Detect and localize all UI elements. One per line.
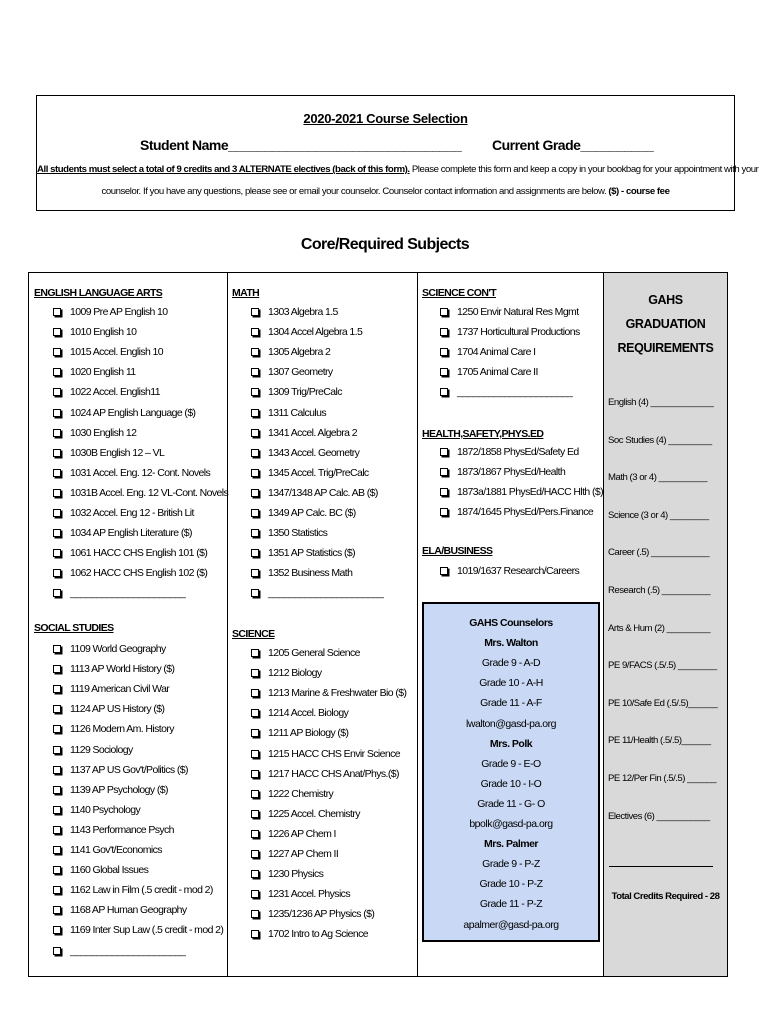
graduation-title-line-2: GRADUATION xyxy=(625,317,706,331)
course-item[interactable] xyxy=(251,366,333,386)
checkbox-icon[interactable] xyxy=(53,549,61,557)
course-item[interactable] xyxy=(440,326,580,346)
course-item[interactable] xyxy=(440,486,603,506)
checkbox-icon[interactable] xyxy=(53,529,61,537)
checkbox-icon[interactable] xyxy=(251,388,259,396)
checkbox-icon[interactable] xyxy=(251,790,259,798)
course-item[interactable] xyxy=(53,663,174,683)
instructions-line-2 xyxy=(37,186,734,197)
course-item[interactable] xyxy=(53,467,210,487)
course-label: 1168 AP Human Geography xyxy=(70,904,187,917)
checkbox-icon[interactable] xyxy=(53,645,61,653)
course-label: 1160 Global Issues xyxy=(70,864,149,877)
course-label: 1213 Marine & Freshwater Bio ($) xyxy=(268,687,407,700)
checkbox-icon[interactable] xyxy=(53,725,61,733)
checkbox-icon[interactable] xyxy=(251,589,259,597)
course-item[interactable] xyxy=(251,908,374,928)
counselor-name: Mrs. Palmer xyxy=(483,838,539,851)
course-item[interactable] xyxy=(53,366,136,386)
course-selection-header xyxy=(36,95,759,211)
course-label: 1126 Modern Am. History xyxy=(70,723,174,736)
grade-assignment: Grade 10 - A-H xyxy=(479,677,543,690)
current-grade-field[interactable]: Current Grade__________ xyxy=(492,137,654,153)
course-item[interactable] xyxy=(440,346,536,366)
course-item[interactable] xyxy=(53,547,207,567)
graduation-title-line-1: GAHS xyxy=(648,293,683,307)
checkbox-icon[interactable] xyxy=(251,569,259,577)
course-label: 1169 Inter Sup Law (.5 credit - mod 2) xyxy=(70,924,224,937)
checkbox-icon[interactable] xyxy=(53,388,61,396)
checkbox-icon[interactable] xyxy=(53,766,61,774)
course-item[interactable] xyxy=(53,864,148,884)
checkbox-icon[interactable] xyxy=(53,469,61,477)
course-item[interactable] xyxy=(251,427,357,447)
course-label: 1015 Accel. English 10 xyxy=(70,346,164,359)
section-heading-english: ENGLISH LANGUAGE ARTS xyxy=(34,287,163,299)
course-label: 1231 Accel. Physics xyxy=(268,888,350,901)
section-heading-ela-business: ELA/BUSINESS xyxy=(422,545,493,557)
course-item[interactable] xyxy=(53,527,192,547)
course-label: 1226 AP Chem I xyxy=(268,827,336,840)
section-heading-science: SCIENCE xyxy=(232,628,275,640)
course-label: 1351 AP Statistics ($) xyxy=(268,547,355,560)
instructions-line-2-text: counselor. If you have any questions, please see or email your counselor. Counselor contact information and assignments are below. xyxy=(101,186,609,197)
course-label: ______________________ xyxy=(70,944,186,957)
checkbox-icon[interactable] xyxy=(53,906,61,914)
course-item[interactable] xyxy=(53,407,195,427)
checkbox-icon[interactable] xyxy=(251,469,259,477)
course-item[interactable] xyxy=(251,928,368,948)
course-label: 1214 Accel. Biology xyxy=(268,707,349,720)
checkbox-icon[interactable] xyxy=(251,770,259,778)
grade-assignment: Grade 11 - P-Z xyxy=(479,898,543,911)
graduation-title-line-3: REQUIREMENTS xyxy=(617,341,714,355)
requirement-line[interactable]: Electives (6) ___________ xyxy=(608,810,710,822)
checkbox-icon[interactable] xyxy=(53,489,61,497)
course-item[interactable] xyxy=(53,804,140,824)
checkbox-icon[interactable] xyxy=(53,947,61,955)
checkbox-icon[interactable] xyxy=(440,468,448,476)
course-item[interactable] xyxy=(440,306,579,326)
course-item[interactable] xyxy=(53,427,136,447)
course-label: 1227 AP Chem II xyxy=(268,848,339,860)
checkbox-icon[interactable] xyxy=(53,569,61,577)
checkbox-icon[interactable] xyxy=(53,826,61,834)
student-name-field[interactable]: Student Name________________________________ xyxy=(140,137,462,153)
course-label: 1113 AP World History ($) xyxy=(70,663,175,676)
course-label: 1141 Gov't/Economics xyxy=(70,844,162,856)
checkbox-icon[interactable] xyxy=(440,348,448,356)
course-label: 1235/1236 AP Physics ($) xyxy=(268,908,375,921)
checkbox-icon[interactable] xyxy=(251,930,259,938)
checkbox-icon[interactable] xyxy=(251,910,259,918)
course-item[interactable] xyxy=(53,703,164,723)
course-item[interactable] xyxy=(251,386,342,406)
checkbox-icon[interactable] xyxy=(251,368,259,376)
requirement-line[interactable]: Science (3 or 4) ________ xyxy=(608,509,709,521)
checkbox-icon[interactable] xyxy=(251,729,259,737)
checkbox-icon[interactable] xyxy=(53,685,61,693)
checkbox-icon[interactable] xyxy=(53,449,61,457)
checkbox-icon[interactable] xyxy=(53,665,61,673)
course-item[interactable] xyxy=(251,888,350,908)
graduation-title xyxy=(604,288,727,360)
course-item[interactable] xyxy=(251,567,352,587)
checkbox-icon[interactable] xyxy=(53,886,61,894)
course-label: 1030 English 12 xyxy=(70,426,137,439)
course-label: 1343 Accel. Geometry xyxy=(268,446,360,459)
checkbox-icon[interactable] xyxy=(251,830,259,838)
course-label: 1874/1645 PhysEd/Pers.Finance xyxy=(457,506,594,519)
course-item[interactable] xyxy=(53,924,223,944)
form-title: 2020-2021 Course Selection xyxy=(303,111,468,126)
course-item[interactable] xyxy=(251,707,348,727)
checkbox-icon[interactable] xyxy=(251,449,259,457)
checkbox-icon[interactable] xyxy=(53,705,61,713)
counselor-email[interactable]: lwalton@gasd-pa.org xyxy=(466,717,556,730)
counselors-panel xyxy=(422,602,600,942)
course-item[interactable] xyxy=(440,506,593,526)
course-item[interactable] xyxy=(251,868,323,888)
course-label: ______________________ xyxy=(457,386,573,399)
checkbox-icon[interactable] xyxy=(440,328,448,336)
course-item[interactable] xyxy=(251,467,369,487)
course-item[interactable] xyxy=(53,386,160,406)
instructions-line-1 xyxy=(37,164,759,175)
checkbox-icon[interactable] xyxy=(53,368,61,376)
course-item[interactable] xyxy=(251,346,330,366)
course-label: 1705 Animal Care II xyxy=(457,366,538,379)
checkbox-icon[interactable] xyxy=(440,368,448,376)
checkbox-icon[interactable] xyxy=(53,509,61,517)
course-item[interactable] xyxy=(53,784,168,804)
checkbox-icon[interactable] xyxy=(251,328,259,336)
course-item[interactable] xyxy=(440,565,579,585)
course-label: 1020 English 11 xyxy=(70,366,136,379)
section-heading-health: HEALTH,SAFETY,PHYS.ED xyxy=(422,428,544,440)
course-item[interactable] xyxy=(440,446,579,466)
course-item[interactable] xyxy=(251,808,360,828)
course-label: 1031 Accel. Eng. 12- Cont. Novels xyxy=(70,466,211,479)
course-item[interactable] xyxy=(251,768,399,788)
course-label: 1062 HACC CHS English 102 ($) xyxy=(70,567,208,580)
checkbox-icon[interactable] xyxy=(251,409,259,417)
course-item[interactable] xyxy=(53,824,174,844)
course-item[interactable] xyxy=(251,447,359,467)
course-label: 1022 Accel. English11 xyxy=(70,386,160,399)
course-label: 1873a/1881 PhysEd/HACC Hlth ($) xyxy=(457,486,603,499)
checkbox-icon[interactable] xyxy=(251,850,259,858)
course-label: 1304 Accel Algebra 1.5 xyxy=(268,326,363,339)
checkbox-icon[interactable] xyxy=(251,750,259,758)
instructions-rest: Please complete this form and keep a copy in your bookbag for your appointment with your xyxy=(409,164,759,175)
course-item[interactable] xyxy=(53,643,166,663)
course-label: 1704 Animal Care I xyxy=(457,346,536,359)
checkbox-icon[interactable] xyxy=(251,549,259,557)
course-label: 1140 Psychology xyxy=(70,803,141,816)
section-heading-math: MATH xyxy=(232,287,260,299)
checkbox-icon[interactable] xyxy=(440,508,448,516)
counselor-name: Mrs. Polk xyxy=(489,737,533,750)
course-label: 1352 Business Math xyxy=(268,567,353,580)
requirement-line[interactable]: Soc Studies (4) _________ xyxy=(608,434,712,446)
checkbox-icon[interactable] xyxy=(53,348,61,356)
checkbox-icon[interactable] xyxy=(251,810,259,818)
requirement-line[interactable]: Math (3 or 4) __________ xyxy=(608,472,707,484)
checkbox-icon[interactable] xyxy=(53,308,61,316)
column-divider xyxy=(227,273,228,976)
requirement-line[interactable]: Research (.5) __________ xyxy=(608,585,711,596)
checkbox-icon[interactable] xyxy=(251,348,259,356)
course-item[interactable] xyxy=(251,748,400,768)
checkbox-icon[interactable] xyxy=(251,509,259,517)
checkbox-icon[interactable] xyxy=(440,488,448,496)
course-fee-note: ($) - course fee xyxy=(608,186,670,197)
course-item[interactable] xyxy=(53,587,185,607)
course-label: 1311 Calculus xyxy=(268,406,326,419)
course-item[interactable] xyxy=(251,326,362,346)
course-item[interactable] xyxy=(251,667,322,687)
total-credits: Total Credits Required - 28 xyxy=(611,891,720,902)
checkbox-icon[interactable] xyxy=(53,746,61,754)
course-label: 1305 Algebra 2 xyxy=(268,346,331,359)
course-item[interactable] xyxy=(53,306,168,326)
course-item[interactable] xyxy=(440,386,572,406)
course-label: 1303 Algebra 1.5 xyxy=(268,306,338,318)
checkbox-icon[interactable] xyxy=(53,846,61,854)
course-item[interactable] xyxy=(53,884,213,904)
course-label: 1009 Pre AP English 10 xyxy=(70,306,168,318)
course-label: 1872/1858 PhysEd/Safety Ed xyxy=(457,446,579,458)
signature-line xyxy=(609,866,713,867)
course-label: 1309 Trig/PreCalc xyxy=(268,386,342,399)
course-item[interactable] xyxy=(251,527,327,547)
course-label: 1347/1348 AP Calc. AB ($) xyxy=(268,486,378,499)
course-item[interactable] xyxy=(53,346,163,366)
course-item[interactable] xyxy=(251,788,333,808)
requirement-line[interactable]: PE 9/FACS (.5/.5) ________ xyxy=(608,660,717,672)
course-label: 1307 Geometry xyxy=(268,366,333,379)
course-label: 1129 Sociology xyxy=(70,743,133,756)
checkbox-icon[interactable] xyxy=(53,866,61,874)
grade-assignment: Grade 10 - P-Z xyxy=(479,878,543,891)
checkbox-icon[interactable] xyxy=(251,870,259,878)
instructions-bold: All students must select a total of 9 credits and 3 ALTERNATE electives (back of this form). xyxy=(37,164,410,175)
course-item[interactable] xyxy=(53,447,164,467)
grade-assignment: Grade 9 - P-Z xyxy=(482,858,540,871)
course-item[interactable] xyxy=(251,647,360,667)
grade-assignment: Grade 11 - G- O xyxy=(477,797,545,810)
course-item[interactable] xyxy=(251,547,355,567)
checkbox-icon[interactable] xyxy=(251,529,259,537)
checkbox-icon[interactable] xyxy=(251,709,259,717)
checkbox-icon[interactable] xyxy=(251,649,259,657)
checkbox-icon[interactable] xyxy=(251,308,259,316)
course-item[interactable] xyxy=(53,326,136,346)
course-label: ______________________ xyxy=(70,587,186,600)
course-item[interactable] xyxy=(251,828,336,848)
requirement-line[interactable]: PE 11/Health (.5/.5)______ xyxy=(608,735,711,747)
course-item[interactable] xyxy=(53,904,187,924)
checkbox-icon[interactable] xyxy=(440,388,448,396)
course-item[interactable] xyxy=(251,487,378,507)
course-item[interactable] xyxy=(53,507,194,527)
course-label: 1222 Chemistry xyxy=(268,787,334,800)
course-label: 1345 Accel. Trig/PreCalc xyxy=(268,466,369,479)
requirement-line[interactable]: Career (.5) ____________ xyxy=(608,547,710,559)
grade-assignment: Grade 9 - E-O xyxy=(481,757,541,770)
course-label: 1225 Accel. Chemistry xyxy=(268,807,360,820)
course-item[interactable] xyxy=(251,727,348,747)
course-item[interactable] xyxy=(53,487,228,507)
course-item[interactable] xyxy=(251,687,406,707)
course-label: 1162 Law in Film (.5 credit - mod 2) xyxy=(70,884,213,897)
course-label: 1109 World Geography xyxy=(70,643,166,655)
course-label: 1250 Envir Natural Res Mgmt xyxy=(457,306,579,318)
course-item[interactable] xyxy=(53,945,185,965)
course-label: 1010 English 10 xyxy=(70,326,137,339)
requirement-line[interactable]: PE 12/Per Fin (.5/.5) ______ xyxy=(608,773,717,784)
course-item[interactable] xyxy=(251,507,356,527)
course-item[interactable] xyxy=(53,723,174,743)
course-label: 1034 AP English Literature ($) xyxy=(70,527,192,540)
checkbox-icon[interactable] xyxy=(251,429,259,437)
course-label: 1349 AP Calc. BC ($) xyxy=(268,507,356,519)
column-divider xyxy=(417,273,418,976)
checkbox-icon[interactable] xyxy=(440,308,448,316)
course-item[interactable] xyxy=(440,466,565,486)
requirement-line[interactable]: Arts & Hum (2) _________ xyxy=(608,622,711,634)
checkbox-icon[interactable] xyxy=(53,589,61,597)
course-label: 1124 AP US History ($) xyxy=(70,703,165,716)
course-label: 1230 Physics xyxy=(268,868,324,881)
course-label: 1205 General Science xyxy=(268,647,360,659)
checkbox-icon[interactable] xyxy=(53,328,61,336)
course-item[interactable] xyxy=(251,848,338,868)
course-item[interactable] xyxy=(53,567,207,587)
course-item[interactable] xyxy=(251,587,383,607)
course-label: 1019/1637 Research/Careers xyxy=(457,565,580,577)
course-label: 1137 AP US Gov't/Politics ($) xyxy=(70,763,188,776)
checkbox-icon[interactable] xyxy=(440,448,448,456)
course-label: ______________________ xyxy=(268,587,384,600)
checkbox-icon[interactable] xyxy=(251,689,259,697)
course-item[interactable] xyxy=(53,764,188,784)
section-heading-social: SOCIAL STUDIES xyxy=(34,622,114,634)
grade-assignment: Grade 9 - A-D xyxy=(481,657,541,670)
course-label: 1217 HACC CHS Anat/Phys.($) xyxy=(268,767,399,780)
checkbox-icon[interactable] xyxy=(53,409,61,417)
counselors-title: GAHS Counselors xyxy=(469,617,553,629)
section-heading-science-cont: SCIENCE CON'T xyxy=(422,287,497,299)
requirement-line[interactable]: PE 10/Safe Ed (.5/.5)______ xyxy=(608,697,718,709)
course-label: 1211 AP Biology ($) xyxy=(268,727,349,740)
checkbox-icon[interactable] xyxy=(53,926,61,934)
checkbox-icon[interactable] xyxy=(53,806,61,814)
course-item[interactable] xyxy=(440,366,538,386)
course-label: 1139 AP Psychology ($) xyxy=(70,783,168,796)
checkbox-icon[interactable] xyxy=(440,567,448,575)
checkbox-icon[interactable] xyxy=(251,669,259,677)
course-label: 1030B English 12 – VL xyxy=(70,446,165,459)
course-label: 1031B Accel. Eng. 12 VL-Cont. Novels xyxy=(70,486,229,499)
course-item[interactable] xyxy=(53,744,133,764)
course-label: 1350 Statistics xyxy=(268,527,328,540)
course-label: 1061 HACC CHS English 101 ($) xyxy=(70,547,208,560)
course-label: 1212 Biology xyxy=(268,667,322,680)
course-label: 1737 Horticultural Productions xyxy=(457,326,580,339)
course-label: 1119 American Civil War xyxy=(70,683,170,696)
checkbox-icon[interactable] xyxy=(53,429,61,437)
counselor-email[interactable]: apalmer@gasd-pa.org xyxy=(463,918,559,931)
graduation-requirements-panel xyxy=(603,273,727,976)
course-label: 1873/1867 PhysEd/Health xyxy=(457,466,566,479)
checkbox-icon[interactable] xyxy=(251,890,259,898)
course-item[interactable] xyxy=(251,407,326,427)
course-item[interactable] xyxy=(251,306,338,326)
course-label: 1143 Performance Psych xyxy=(70,823,174,836)
counselor-name: Mrs. Walton xyxy=(484,637,538,650)
counselor-email[interactable]: bpolk@gasd-pa.org xyxy=(469,818,553,830)
grade-assignment: Grade 11 - A-F xyxy=(480,697,542,710)
core-subjects-title: Core/Required Subjects xyxy=(300,236,470,253)
checkbox-icon[interactable] xyxy=(53,786,61,794)
grade-assignment: Grade 10 - I-O xyxy=(480,777,542,790)
course-label: 1032 Accel. Eng 12 - British Lit xyxy=(70,507,194,519)
course-label: 1215 HACC CHS Envir Science xyxy=(268,747,401,760)
course-item[interactable] xyxy=(53,683,169,703)
course-label: 1024 AP English Language ($) xyxy=(70,406,196,419)
checkbox-icon[interactable] xyxy=(251,489,259,497)
course-label: 1341 Accel. Algebra 2 xyxy=(268,426,357,439)
course-item[interactable] xyxy=(53,844,162,864)
course-label: 1702 Intro to Ag Science xyxy=(268,928,369,941)
requirement-line[interactable]: English (4) _____________ xyxy=(608,397,714,408)
